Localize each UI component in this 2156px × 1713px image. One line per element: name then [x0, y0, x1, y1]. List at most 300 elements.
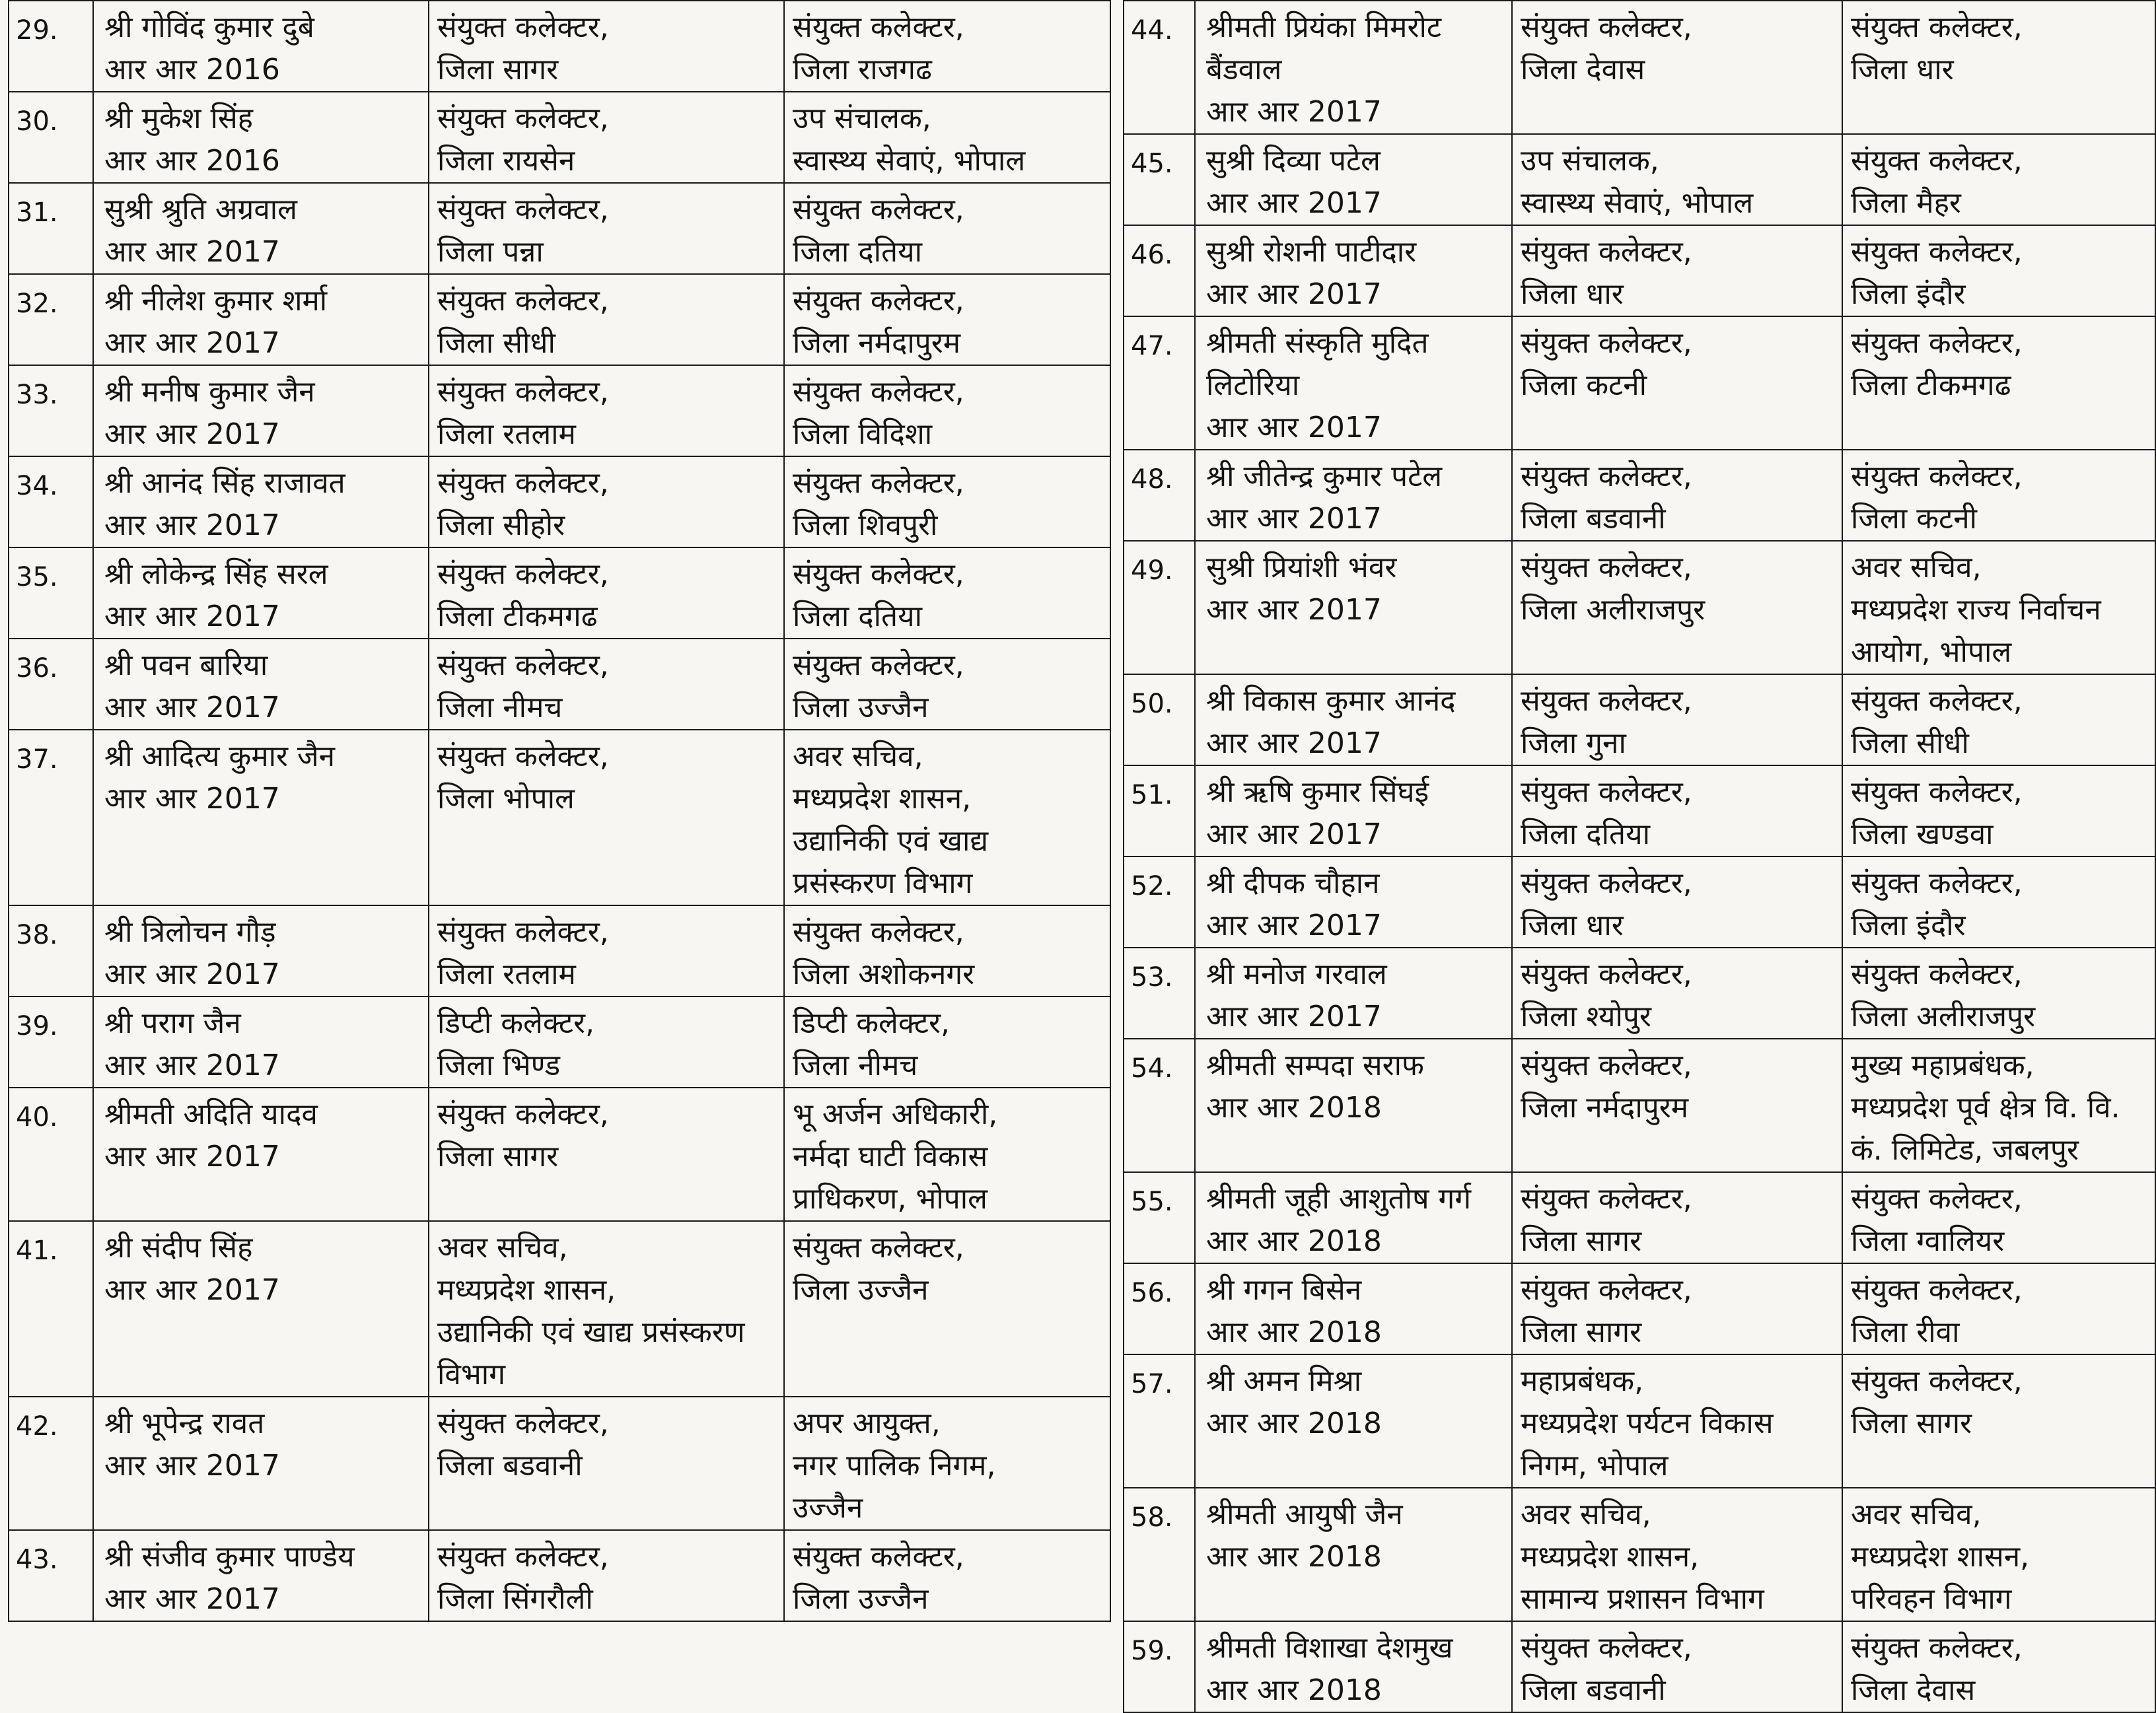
officer-name-cell: [1195, 1621, 1512, 1712]
current-posting-line: जिला सिंगरौली: [437, 1582, 593, 1616]
current-posting-line: संयुक्त कलेक्टर,: [437, 740, 609, 773]
left-table-body: [9, 1, 1110, 1621]
current-posting-line: जिला भोपाल: [437, 782, 575, 816]
officer-name-line: श्री ऋषि कुमार सिंघई: [1206, 775, 1429, 809]
new-posting-line: जिला देवास: [1851, 1673, 1976, 1707]
officer-name-line: आर आर 2017: [1206, 411, 1382, 444]
current-posting-line: जिला सीधी: [437, 326, 556, 360]
officer-name-cell: [93, 730, 429, 905]
table-row: [9, 274, 1110, 365]
table-row: [9, 1221, 1110, 1397]
serial-number: 56.: [1124, 1263, 1195, 1354]
current-posting-cell: [1512, 1488, 1842, 1621]
new-posting-line: जिला दतिया: [793, 600, 923, 633]
table-row: [1124, 1488, 2155, 1621]
serial-number: 47.: [1124, 316, 1195, 450]
new-posting-line: डिप्टी कलेक्टर,: [793, 1006, 951, 1040]
current-posting-cell: [429, 1530, 784, 1621]
current-posting-cell: [1512, 948, 1842, 1039]
new-posting-cell: [784, 639, 1110, 730]
serial-number: 59.: [1124, 1621, 1195, 1712]
current-posting-line: जिला नीमच: [437, 691, 563, 724]
table-row: [1124, 225, 2155, 316]
new-posting-line: संयुक्त कलेक्टर,: [793, 466, 964, 500]
current-posting-cell: [429, 183, 784, 274]
left-table-panel: [8, 0, 1111, 1622]
new-posting-cell: [784, 456, 1110, 547]
new-posting-cell: [784, 1221, 1110, 1397]
officer-name-line: आर आर 2017: [1206, 593, 1382, 627]
new-posting-line: अपर आयुक्त,: [793, 1407, 941, 1440]
officer-name-cell: [1195, 1, 1512, 134]
officer-name-line: आर आर 2017: [104, 417, 280, 451]
officer-name-cell: [1195, 948, 1512, 1039]
current-posting-cell: [429, 1221, 784, 1397]
officer-name-line: श्री भूपेन्द्र रावत: [104, 1407, 265, 1440]
current-posting-line: संयुक्त कलेक्टर,: [1521, 1182, 1692, 1216]
current-posting-cell: [1512, 674, 1842, 765]
officer-name-cell: [1195, 857, 1512, 948]
new-posting-cell: [784, 1530, 1110, 1621]
serial-number: 29.: [9, 1, 93, 92]
officer-name-line: आर आर 2016: [104, 53, 280, 87]
new-posting-cell: [1842, 1172, 2155, 1263]
current-posting-line: संयुक्त कलेक्टर,: [437, 1098, 609, 1131]
current-posting-line: महाप्रबंधक,: [1521, 1364, 1644, 1398]
serial-number: 50.: [1124, 674, 1195, 765]
new-posting-line: नगर पालिक निगम,: [793, 1449, 996, 1483]
new-posting-line: संयुक्त कलेक्टर,: [1851, 684, 2023, 718]
officer-name-line: श्री गगन बिसेन: [1206, 1273, 1362, 1307]
current-posting-cell: [1512, 1621, 1842, 1712]
officer-name-line: आर आर 2017: [104, 958, 280, 991]
current-posting-line: संयुक्त कलेक्टर,: [1521, 235, 1692, 269]
current-posting-cell: [1512, 1172, 1842, 1263]
current-posting-line: संयुक्त कलेक्टर,: [437, 557, 609, 591]
officer-name-line: सुश्री प्रियांशी भंवर: [1206, 551, 1397, 584]
new-posting-cell: [1842, 1488, 2155, 1621]
transfer-table-left: [8, 0, 1111, 1622]
current-posting-line: जिला गुना: [1521, 726, 1626, 760]
new-posting-line: जिला नर्मदापुरम: [793, 326, 961, 360]
new-posting-line: संयुक्त कलेक्टर,: [1851, 775, 2023, 809]
new-posting-line: जिला ग्वालियर: [1851, 1224, 2005, 1258]
officer-name-cell: [1195, 674, 1512, 765]
new-posting-line: जिला दतिया: [793, 235, 923, 269]
new-posting-line: जिला विदिशा: [793, 417, 933, 451]
officer-name-line: श्री दीपक चौहान: [1206, 866, 1380, 900]
new-posting-line: जिला अलीराजपुर: [1851, 1000, 2036, 1033]
new-posting-line: जिला उज्जैन: [793, 1582, 929, 1616]
table-row: [1124, 1172, 2155, 1263]
officer-name-line: आर आर 2017: [104, 508, 280, 542]
new-posting-line: जिला सागर: [1851, 1407, 1972, 1440]
officer-name-cell: [1195, 1039, 1512, 1172]
new-posting-line: जिला रीवा: [1851, 1315, 1960, 1349]
new-posting-line: संयुक्त कलेक्टर,: [1851, 958, 2023, 991]
new-posting-line: संयुक्त कलेक्टर,: [793, 11, 964, 44]
new-posting-line: भू अर्जन अधिकारी,: [793, 1098, 998, 1131]
new-posting-line: संयुक्त कलेक्टर,: [1851, 144, 2023, 178]
new-posting-cell: [1842, 225, 2155, 316]
new-posting-line: अवर सचिव,: [793, 740, 923, 773]
current-posting-line: मध्यप्रदेश पर्यटन विकास: [1521, 1407, 1774, 1440]
current-posting-line: जिला सीहोर: [437, 508, 565, 542]
new-posting-line: जिला इंदौर: [1851, 277, 1966, 311]
officer-name-line: आर आर 2017: [1206, 909, 1382, 942]
new-posting-cell: [1842, 316, 2155, 450]
serial-number: 53.: [1124, 948, 1195, 1039]
officer-name-line: लिटोरिया: [1206, 368, 1300, 402]
new-posting-cell: [1842, 857, 2155, 948]
new-posting-line: संयुक्त कलेक्टर,: [793, 193, 964, 227]
officer-name-line: आर आर 2018: [1206, 1315, 1382, 1349]
new-posting-line: जिला मैहर: [1851, 186, 1961, 220]
serial-number: 49.: [1124, 541, 1195, 674]
new-posting-line: प्राधिकरण, भोपाल: [793, 1182, 988, 1216]
new-posting-line: अवर सचिव,: [1851, 1498, 1982, 1531]
current-posting-line: जिला कटनी: [1521, 368, 1647, 402]
officer-name-line: श्री मनोज गरवाल: [1206, 958, 1387, 991]
officer-name-line: श्री मुकेश सिंह: [104, 102, 254, 135]
new-posting-cell: [1842, 450, 2155, 541]
table-row: [9, 639, 1110, 730]
officer-name-line: श्रीमती प्रियंका मिमरोट: [1206, 11, 1442, 44]
officer-name-line: आर आर 2017: [104, 1449, 280, 1483]
officer-name-cell: [93, 996, 429, 1088]
officer-name-line: श्री आदित्य कुमार जैन: [104, 740, 336, 773]
current-posting-line: संयुक्त कलेक्टर,: [1521, 684, 1692, 718]
new-posting-line: मुख्य महाप्रबंधक,: [1851, 1049, 2034, 1082]
current-posting-line: संयुक्त कलेक्टर,: [1521, 1631, 1692, 1665]
new-posting-line: जिला नीमच: [793, 1049, 918, 1082]
serial-number: 36.: [9, 639, 93, 730]
officer-name-line: श्री विकास कुमार आनंद: [1206, 684, 1456, 718]
new-posting-line: परिवहन विभाग: [1851, 1582, 2012, 1616]
new-posting-line: संयुक्त कलेक्टर,: [1851, 866, 2023, 900]
officer-name-cell: [1195, 450, 1512, 541]
new-posting-line: जिला धार: [1851, 53, 1954, 87]
current-posting-line: संयुक्त कलेक्टर,: [437, 284, 609, 318]
officer-name-line: आर आर 2017: [1206, 818, 1382, 851]
table-row: [1124, 1354, 2155, 1488]
current-posting-line: विभाग: [437, 1358, 505, 1391]
new-posting-line: संयुक्त कलेक्टर,: [793, 648, 964, 682]
new-posting-line: जिला खण्डवा: [1851, 818, 1994, 851]
officer-name-cell: [1195, 541, 1512, 674]
serial-number: 33.: [9, 365, 93, 456]
current-posting-line: संयुक्त कलेक्टर,: [437, 11, 609, 44]
officer-name-line: आर आर 2017: [104, 235, 280, 269]
new-posting-cell: [784, 92, 1110, 183]
current-posting-line: मध्यप्रदेश शासन,: [1521, 1540, 1700, 1574]
current-posting-line: जिला बडवानी: [437, 1449, 583, 1483]
current-posting-line: संयुक्त कलेक्टर,: [1521, 866, 1692, 900]
new-posting-line: अवर सचिव,: [1851, 551, 1982, 584]
new-posting-cell: [784, 365, 1110, 456]
officer-name-cell: [93, 92, 429, 183]
officer-name-cell: [93, 365, 429, 456]
officer-name-line: श्री पराग जैन: [104, 1006, 241, 1040]
new-posting-line: जिला राजगढ: [793, 53, 932, 87]
officer-name-cell: [1195, 134, 1512, 225]
new-posting-line: संयुक्त कलेक्टर,: [793, 557, 964, 591]
officer-name-cell: [93, 183, 429, 274]
officer-name-line: आर आर 2018: [1206, 1224, 1382, 1258]
serial-number: 48.: [1124, 450, 1195, 541]
transfer-table-right: [1123, 0, 2156, 1713]
current-posting-line: जिला सागर: [437, 1140, 559, 1173]
officer-name-cell: [93, 1530, 429, 1621]
serial-number: 52.: [1124, 857, 1195, 948]
officer-name-line: आर आर 2017: [1206, 1000, 1382, 1033]
officer-name-line: श्रीमती संस्कृति मुदित: [1206, 326, 1429, 360]
officer-name-line: आर आर 2017: [104, 1273, 280, 1307]
officer-name-cell: [1195, 1488, 1512, 1621]
officer-name-cell: [93, 1397, 429, 1530]
officer-name-cell: [1195, 1172, 1512, 1263]
current-posting-line: अवर सचिव,: [437, 1231, 568, 1265]
officer-name-line: श्री संजीव कुमार पाण्डेय: [104, 1540, 355, 1574]
officer-name-line: आर आर 2017: [1206, 277, 1382, 311]
serial-number: 42.: [9, 1397, 93, 1530]
officer-name-cell: [93, 456, 429, 547]
table-row: [1124, 948, 2155, 1039]
new-posting-cell: [784, 905, 1110, 996]
table-row: [1124, 316, 2155, 450]
serial-number: 35.: [9, 547, 93, 639]
table-row: [9, 547, 1110, 639]
serial-number: 43.: [9, 1530, 93, 1621]
new-posting-line: उज्जैन: [793, 1491, 863, 1525]
officer-name-cell: [1195, 1263, 1512, 1354]
current-posting-line: संयुक्त कलेक्टर,: [1521, 958, 1692, 991]
new-posting-line: संयुक्त कलेक्टर,: [1851, 1631, 2023, 1665]
new-posting-line: संयुक्त कलेक्टर,: [1851, 235, 2023, 269]
officer-name-line: श्री आनंद सिंह राजावत: [104, 466, 345, 500]
officer-name-line: आर आर 2017: [1206, 502, 1382, 536]
officer-name-line: श्री नीलेश कुमार शर्मा: [104, 284, 328, 318]
serial-number: 57.: [1124, 1354, 1195, 1488]
new-posting-line: संयुक्त कलेक्टर,: [1851, 460, 2023, 493]
new-posting-line: कं. लिमिटेड, जबलपुर: [1851, 1133, 2079, 1167]
table-row: [1124, 450, 2155, 541]
officer-name-line: आर आर 2017: [104, 691, 280, 724]
table-row: [9, 92, 1110, 183]
officer-name-line: श्री अमन मिश्रा: [1206, 1364, 1362, 1398]
new-posting-cell: [1842, 1, 2155, 134]
new-posting-line: संयुक्त कलेक्टर,: [793, 284, 964, 318]
new-posting-line: संयुक्त कलेक्टर,: [793, 375, 964, 409]
current-posting-line: संयुक्त कलेक्टर,: [1521, 775, 1692, 809]
new-posting-line: संयुक्त कलेक्टर,: [793, 1231, 964, 1265]
right-table-panel: [1123, 0, 2156, 1713]
new-posting-cell: [784, 1397, 1110, 1530]
officer-name-cell: [93, 1088, 429, 1221]
officer-name-line: श्रीमती आयुषी जैन: [1206, 1498, 1403, 1531]
current-posting-cell: [429, 730, 784, 905]
current-posting-line: जिला धार: [1521, 909, 1624, 942]
table-row: [1124, 857, 2155, 948]
current-posting-line: जिला रायसेन: [437, 144, 575, 178]
new-posting-cell: [1842, 1039, 2155, 1172]
current-posting-cell: [429, 905, 784, 996]
current-posting-line: संयुक्त कलेक्टर,: [437, 915, 609, 949]
current-posting-cell: [429, 1088, 784, 1221]
current-posting-line: संयुक्त कलेक्टर,: [1521, 326, 1692, 360]
current-posting-line: संयुक्त कलेक्टर,: [1521, 551, 1692, 584]
current-posting-cell: [429, 996, 784, 1088]
new-posting-cell: [1842, 674, 2155, 765]
current-posting-cell: [1512, 1263, 1842, 1354]
current-posting-line: उद्यानिकी एवं खाद्य प्रसंस्करण: [437, 1315, 745, 1349]
current-posting-line: जिला सागर: [437, 53, 559, 87]
new-posting-line: स्वास्थ्य सेवाएं, भोपाल: [793, 144, 1026, 178]
officer-name-line: आर आर 2017: [104, 600, 280, 633]
officer-name-line: सुश्री रोशनी पाटीदार: [1206, 235, 1417, 269]
new-posting-line: संयुक्त कलेक्टर,: [1851, 11, 2023, 44]
current-posting-cell: [1512, 450, 1842, 541]
current-posting-cell: [429, 1397, 784, 1530]
current-posting-line: संयुक्त कलेक्टर,: [437, 466, 609, 500]
current-posting-line: जिला सागर: [1521, 1315, 1642, 1349]
current-posting-cell: [1512, 857, 1842, 948]
table-row: [9, 183, 1110, 274]
table-row: [1124, 674, 2155, 765]
officer-name-line: श्री लोकेन्द्र सिंह सरल: [104, 557, 328, 591]
current-posting-cell: [1512, 225, 1842, 316]
current-posting-line: जिला बडवानी: [1521, 502, 1666, 536]
new-posting-line: संयुक्त कलेक्टर,: [793, 915, 964, 949]
current-posting-cell: [1512, 541, 1842, 674]
current-posting-line: अवर सचिव,: [1521, 1498, 1651, 1531]
new-posting-line: प्रसंस्करण विभाग: [793, 866, 973, 900]
officer-name-line: आर आर 2018: [1206, 1407, 1382, 1440]
table-row: [9, 1530, 1110, 1621]
current-posting-line: संयुक्त कलेक्टर,: [437, 648, 609, 682]
current-posting-cell: [1512, 1, 1842, 134]
new-posting-line: संयुक्त कलेक्टर,: [1851, 1182, 2023, 1216]
new-posting-cell: [1842, 134, 2155, 225]
officer-name-line: सुश्री श्रुति अग्रवाल: [104, 193, 298, 227]
new-posting-cell: [784, 547, 1110, 639]
current-posting-line: संयुक्त कलेक्टर,: [437, 375, 609, 409]
current-posting-line: जिला रतलाम: [437, 958, 576, 991]
table-row: [9, 905, 1110, 996]
officer-name-line: आर आर 2018: [1206, 1673, 1382, 1707]
officer-name-line: आर आर 2017: [104, 1140, 280, 1173]
new-posting-line: जिला उज्जैन: [793, 1273, 929, 1307]
officer-name-line: आर आर 2017: [104, 1582, 280, 1616]
table-row: [1124, 765, 2155, 857]
table-row: [1124, 1621, 2155, 1712]
new-posting-line: जिला अशोकनगर: [793, 958, 975, 991]
current-posting-cell: [429, 274, 784, 365]
table-row: [9, 730, 1110, 905]
new-posting-line: मध्यप्रदेश राज्य निर्वाचन: [1851, 593, 2101, 627]
current-posting-cell: [1512, 316, 1842, 450]
officer-name-line: बैंडवाल: [1206, 53, 1282, 87]
new-posting-cell: [1842, 1354, 2155, 1488]
table-row: [9, 1088, 1110, 1221]
current-posting-line: जिला धार: [1521, 277, 1624, 311]
serial-number: 31.: [9, 183, 93, 274]
new-posting-line: संयुक्त कलेक्टर,: [793, 1540, 964, 1574]
table-row: [1124, 134, 2155, 225]
current-posting-line: डिप्टी कलेक्टर,: [437, 1006, 595, 1040]
officer-name-cell: [1195, 1354, 1512, 1488]
new-posting-line: संयुक्त कलेक्टर,: [1851, 1364, 2023, 1398]
current-posting-line: संयुक्त कलेक्टर,: [437, 102, 609, 135]
new-posting-line: आयोग, भोपाल: [1851, 635, 2012, 669]
current-posting-cell: [429, 365, 784, 456]
officer-name-cell: [1195, 225, 1512, 316]
serial-number: 51.: [1124, 765, 1195, 857]
officer-name-line: सुश्री दिव्या पटेल: [1206, 144, 1381, 178]
officer-name-line: श्रीमती जूही आशुतोष गर्ग: [1206, 1182, 1472, 1216]
new-posting-cell: [784, 1088, 1110, 1221]
officer-name-cell: [93, 639, 429, 730]
table-row: [1124, 1, 2155, 134]
current-posting-cell: [1512, 1039, 1842, 1172]
current-posting-line: जिला पन्ना: [437, 235, 544, 269]
serial-number: 40.: [9, 1088, 93, 1221]
new-posting-line: जिला इंदौर: [1851, 909, 1966, 942]
officer-name-cell: [93, 1221, 429, 1397]
officer-name-line: आर आर 2017: [104, 782, 280, 816]
current-posting-line: जिला टीकमगढ: [437, 600, 598, 633]
new-posting-line: जिला कटनी: [1851, 502, 1978, 536]
new-posting-cell: [784, 996, 1110, 1088]
new-posting-cell: [784, 183, 1110, 274]
officer-name-line: आर आर 2017: [104, 326, 280, 360]
new-posting-line: संयुक्त कलेक्टर,: [1851, 1273, 2023, 1307]
officer-name-line: श्री पवन बारिया: [104, 648, 268, 682]
new-posting-line: मध्यप्रदेश शासन,: [793, 782, 972, 816]
officer-name-line: आर आर 2017: [1206, 186, 1382, 220]
officer-name-line: श्रीमती सम्पदा सराफ: [1206, 1049, 1424, 1082]
new-posting-line: मध्यप्रदेश पूर्व क्षेत्र वि. वि.: [1851, 1091, 2120, 1125]
serial-number: 39.: [9, 996, 93, 1088]
new-posting-line: उप संचालक,: [793, 102, 931, 135]
current-posting-line: संयुक्त कलेक्टर,: [1521, 1273, 1692, 1307]
table-row: [9, 365, 1110, 456]
officer-name-cell: [1195, 316, 1512, 450]
current-posting-line: जिला भिण्ड: [437, 1049, 561, 1082]
officer-name-line: आर आर 2017: [1206, 726, 1382, 760]
officer-name-line: आर आर 2018: [1206, 1091, 1382, 1125]
current-posting-line: जिला श्योपुर: [1521, 1000, 1651, 1033]
new-posting-cell: [1842, 765, 2155, 857]
current-posting-line: जिला सागर: [1521, 1224, 1642, 1258]
current-posting-line: जिला देवास: [1521, 53, 1645, 87]
current-posting-line: जिला दतिया: [1521, 818, 1651, 851]
serial-number: 45.: [1124, 134, 1195, 225]
table-row: [1124, 1039, 2155, 1172]
officer-name-line: श्रीमती विशाखा देशमुख: [1206, 1631, 1453, 1665]
current-posting-line: जिला नर्मदापुरम: [1521, 1091, 1689, 1125]
current-posting-line: संयुक्त कलेक्टर,: [437, 193, 609, 227]
serial-number: 46.: [1124, 225, 1195, 316]
officer-name-line: आर आर 2018: [1206, 1540, 1382, 1574]
serial-number: 37.: [9, 730, 93, 905]
new-posting-line: जिला शिवपुरी: [793, 508, 938, 542]
new-posting-cell: [784, 1, 1110, 92]
current-posting-cell: [429, 547, 784, 639]
officer-name-line: श्री त्रिलोचन गौड़: [104, 915, 276, 949]
new-posting-line: जिला टीकमगढ: [1851, 368, 2011, 402]
current-posting-line: मध्यप्रदेश शासन,: [437, 1273, 616, 1307]
